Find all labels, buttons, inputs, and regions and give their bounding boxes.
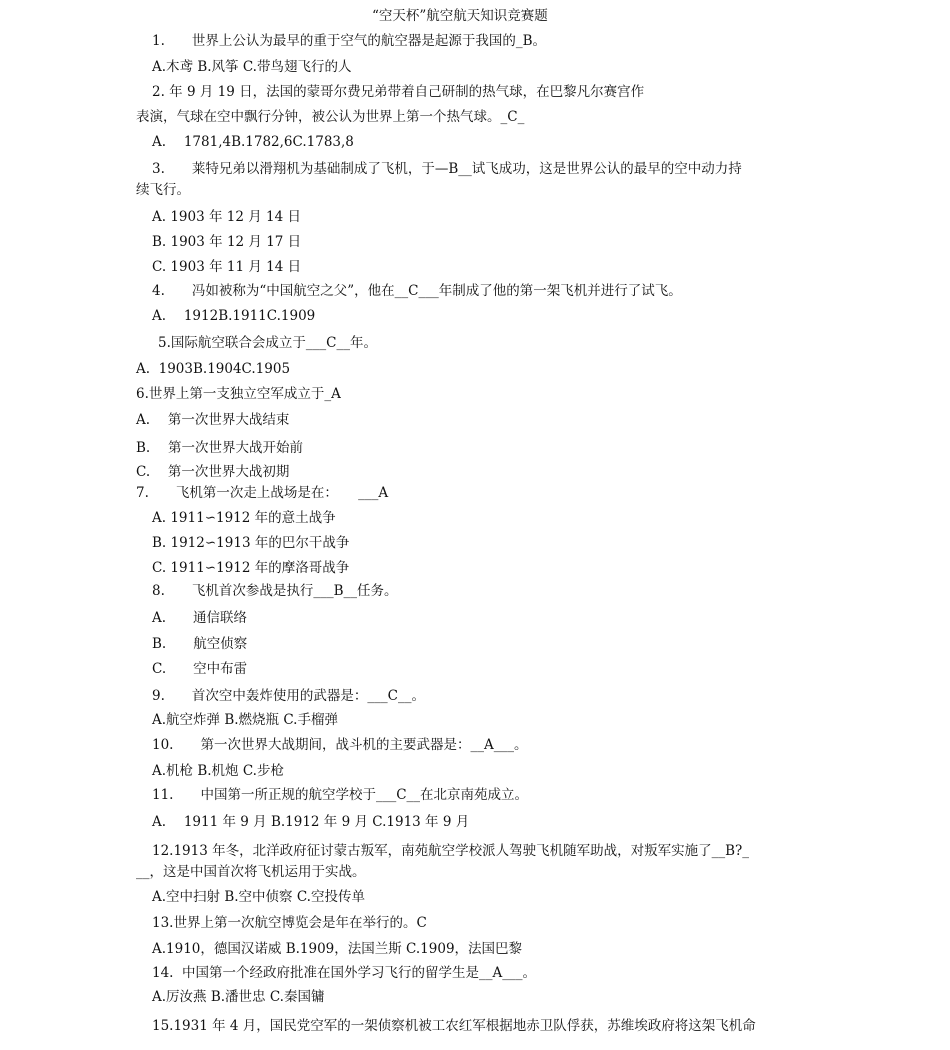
text-line-37: A.1910，德国汉诺威 B.1909，法国兰斯 C.1909，法国巴黎 <box>152 941 523 957</box>
text-line-16: A. 第一次世界大战结束 <box>136 412 290 428</box>
text-line-33: 12.1913 年冬，北洋政府征讨蒙古叛军，南苑航空学校派人驾驶飞机随军助战，对叛军实施了__B?_ <box>152 843 750 859</box>
text-line-14: A. 1903B.1904C.1905 <box>136 361 291 377</box>
text-line-9: B. 1903 年 12 月 17 日 <box>152 234 302 250</box>
text-line-30: A.机枪 B.机炮 C.步枪 <box>152 763 284 779</box>
text-line-6: 3. 莱特兄弟以滑翔机为基础制成了飞机，于—B__试飞成功，这是世界公认的最早的空中动力持 <box>152 161 742 177</box>
text-line-1: 1. 世界上公认为最早的重于空气的航空器是起源于我国的_B。 <box>152 33 547 49</box>
text-line-23: 8. 飞机首次参战是执行___B__任务。 <box>152 583 398 599</box>
text-line-18: C. 第一次世界大战初期 <box>136 464 290 480</box>
text-line-3: 2. 年 9 月 19 日，法国的蒙哥尔费兄弟带着自己研制的热气球，在巴黎凡尔赛宫作 <box>152 84 645 100</box>
text-line-32: A. 1911 年 9 月 B.1912 年 9 月 C.1913 年 9 月 <box>152 814 470 830</box>
text-line-31: 11. 中国第一所正规的航空学校于___C__在北京南苑成立。 <box>152 787 529 803</box>
text-line-26: C. 空中布雷 <box>152 661 248 677</box>
text-line-28: A.航空炸弹 B.燃烧瓶 C.手榴弹 <box>152 712 338 728</box>
text-line-5: A. 1781,4B.1782,6C.1783,8 <box>152 134 354 150</box>
text-line-13: 5.国际航空联合会成立于___C__年。 <box>158 335 377 351</box>
text-line-2: A.木鸢 B.风筝 C.带鸟翅飞行的人 <box>152 59 352 75</box>
text-line-27: 9. 首次空中轰炸使用的武器是：___C__。 <box>152 688 425 704</box>
text-line-22: C. 1911∽1912 年的摩洛哥战争 <box>152 560 350 576</box>
text-line-29: 10. 第一次世界大战期间，战斗机的主要武器是：__A___。 <box>152 737 528 753</box>
text-line-21: B. 1912∽1913 年的巴尔干战争 <box>152 535 350 551</box>
text-line-7: 续飞行。 <box>136 182 190 198</box>
text-line-25: B. 航空侦察 <box>152 636 248 652</box>
text-line-11: 4. 冯如被称为“中国航空之父”，他在__C___年制成了他的第一架飞机并进行了试飞。 <box>152 283 682 299</box>
text-line-38: 14. 中国第一个经政府批准在国外学习飞行的留学生是__A___。 <box>152 965 537 981</box>
document-title: “空天杯”航空航天知识竞赛题 <box>372 8 548 24</box>
text-line-39: A.厉汝燕 B.潘世忠 C.秦国镛 <box>152 989 325 1005</box>
text-line-12: A. 1912B.1911C.1909 <box>152 308 316 324</box>
text-line-36: 13.世界上第一次航空博览会是年在举行的。C <box>152 915 427 931</box>
text-line-35: A.空中扫射 B.空中侦察 C.空投传单 <box>152 889 365 905</box>
text-line-34: __，这是中国首次将飞机运用于实战。 <box>136 864 366 880</box>
text-line-15: 6.世界上第一支独立空军成立于_A <box>136 386 341 402</box>
text-line-4: 表演，气球在空中飘行分钟，被公认为世界上第一个热气球。_C_ <box>136 109 525 125</box>
text-line-40: 15.1931 年 4 月，国民党空军的一架侦察机被工农红军根据地赤卫队俘获，苏维埃政府将这架飞机命 <box>152 1018 756 1034</box>
text-line-17: B. 第一次世界大战开始前 <box>136 440 304 456</box>
text-line-19: 7. 飞机第一次走上战场是在： ___A <box>136 485 389 501</box>
text-line-8: A. 1903 年 12 月 14 日 <box>152 209 302 225</box>
text-line-20: A. 1911∽1912 年的意土战争 <box>152 510 336 526</box>
text-line-24: A. 通信联络 <box>152 610 248 626</box>
text-line-10: C. 1903 年 11 月 14 日 <box>152 259 302 275</box>
